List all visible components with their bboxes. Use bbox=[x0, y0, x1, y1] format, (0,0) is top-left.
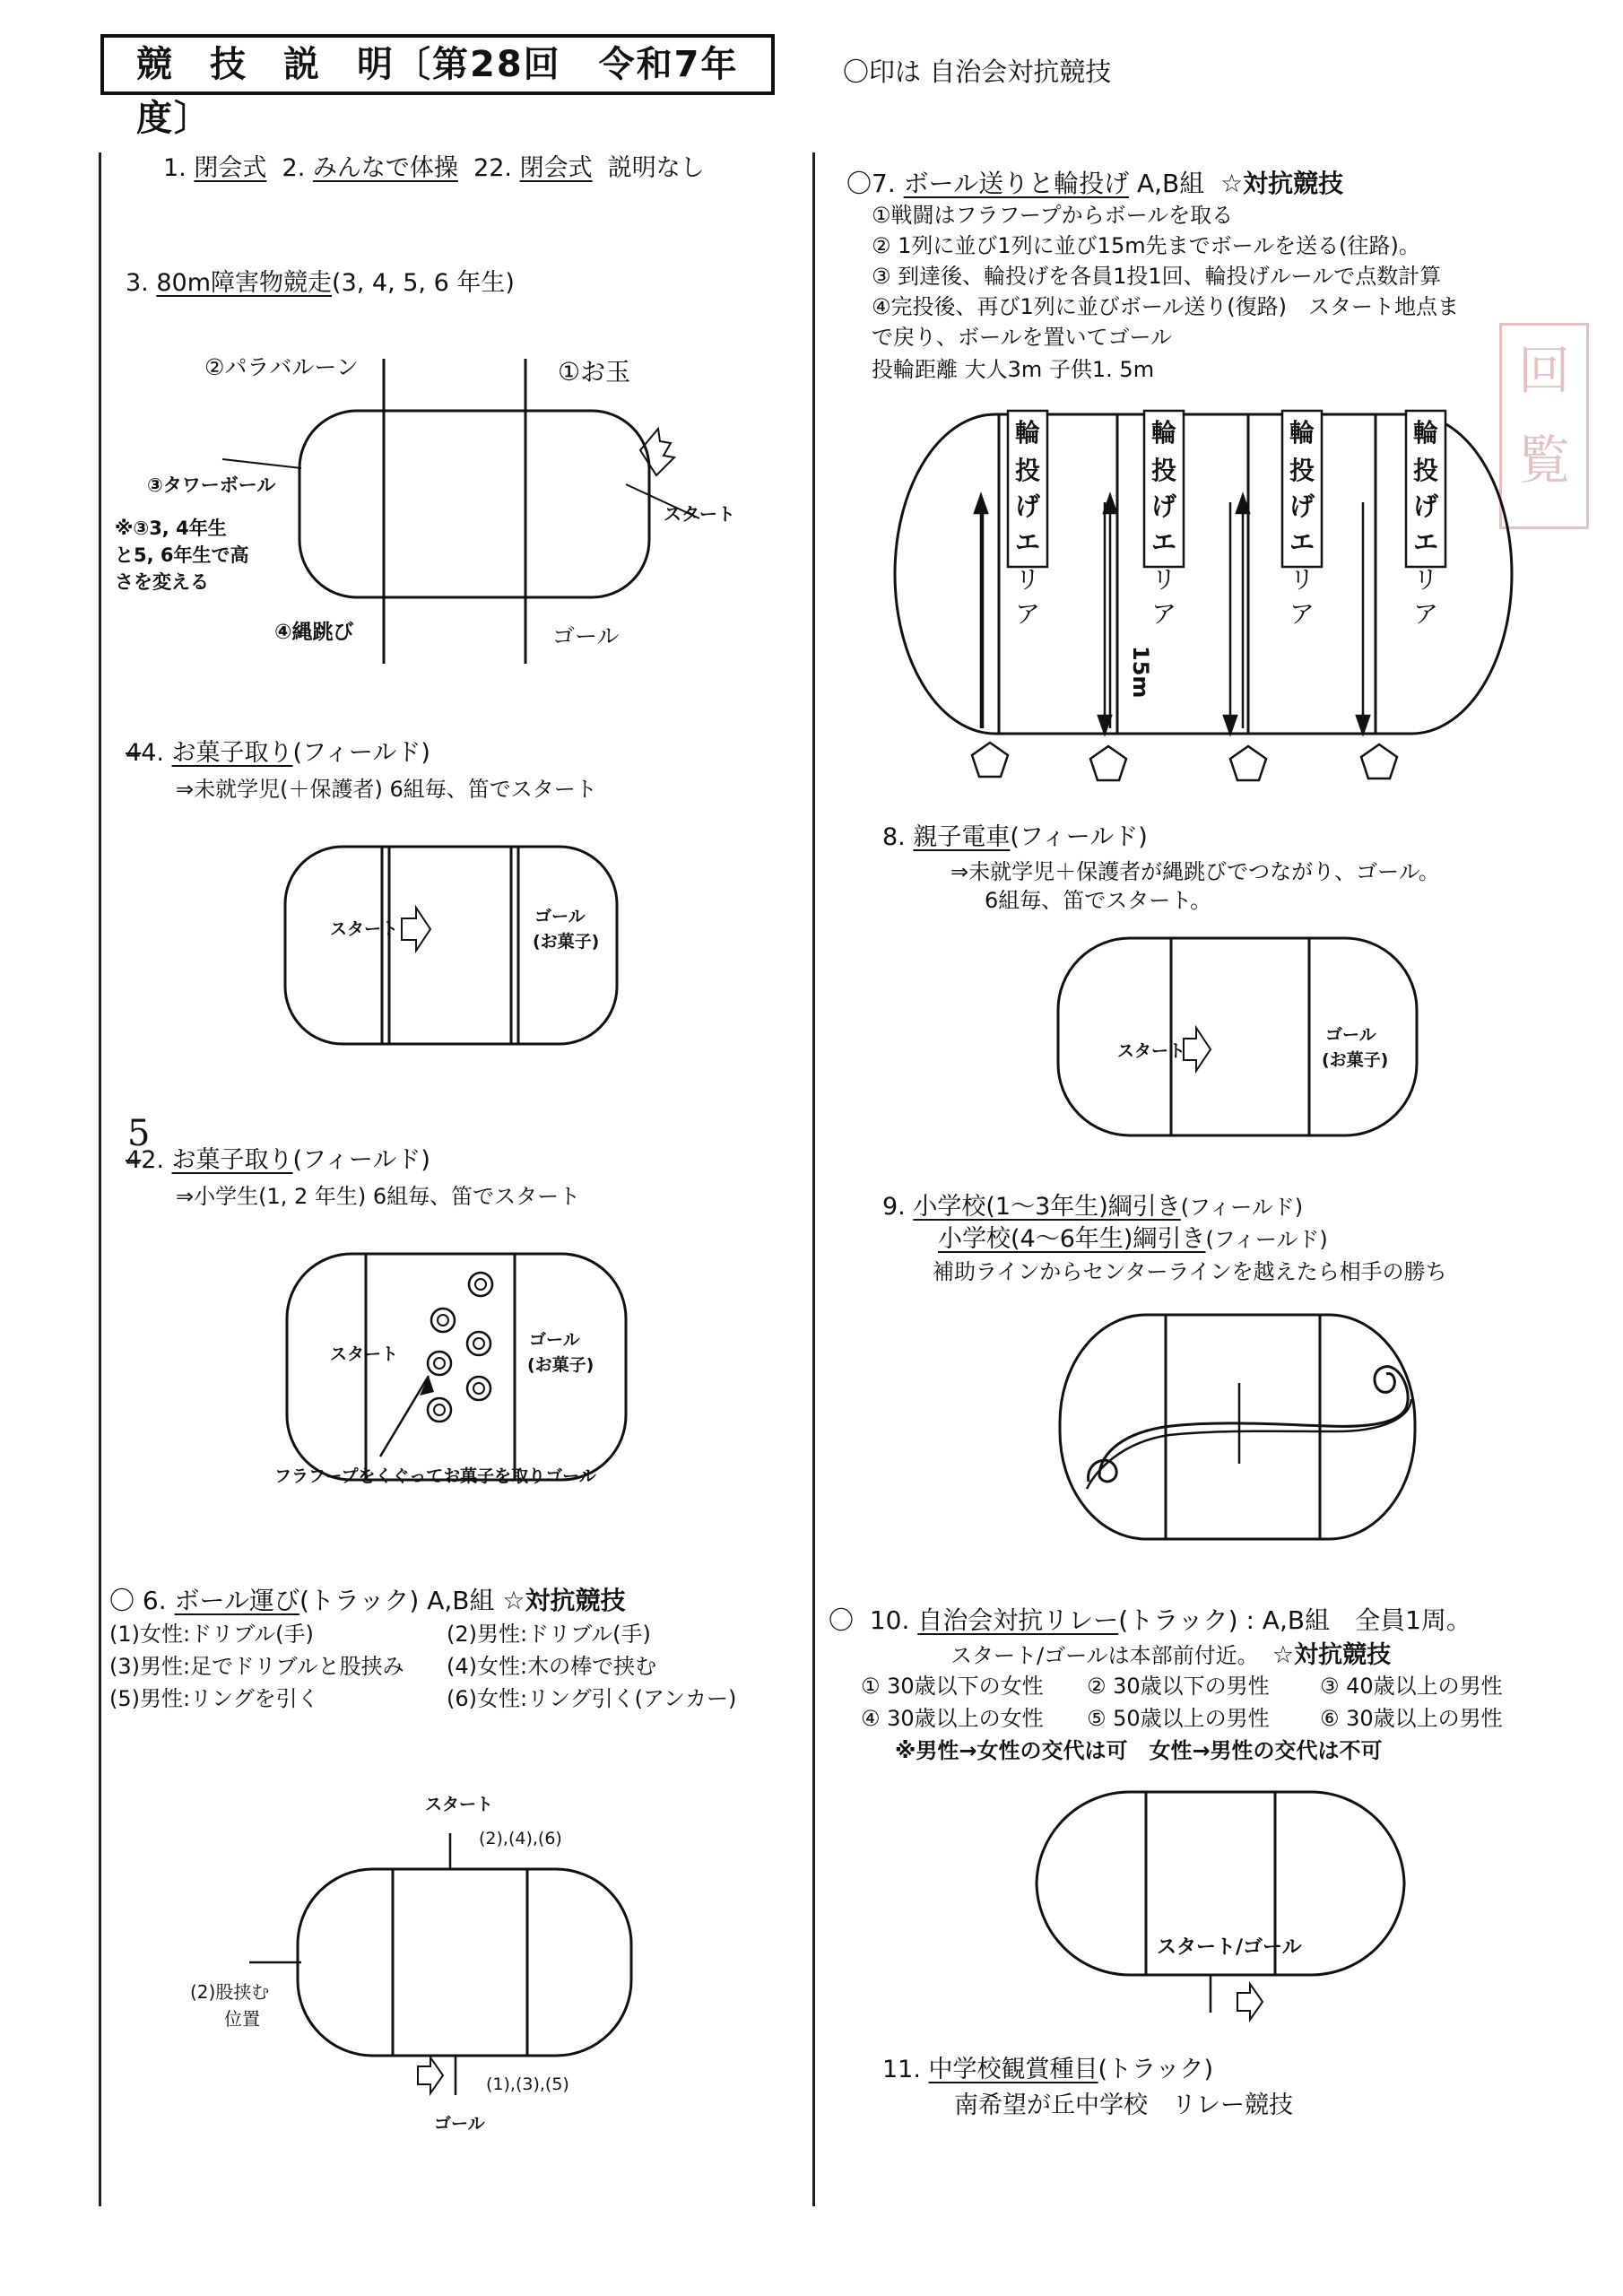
area-char: リ bbox=[1150, 565, 1177, 595]
event-number: 2. bbox=[141, 1146, 164, 1174]
event-name: 80m障害物競走 bbox=[156, 269, 333, 297]
opening-ceremony: 閉会式 bbox=[194, 154, 267, 182]
legend-note: 〇印は 自治会対抗競技 bbox=[843, 57, 1112, 87]
area-char: げ bbox=[1289, 491, 1315, 521]
event-number-struck: 4 bbox=[126, 739, 142, 767]
area-char: エ bbox=[1014, 527, 1041, 557]
closing-ceremony: 閉会式 bbox=[519, 154, 593, 182]
event-number-struck: 4 bbox=[126, 1146, 142, 1174]
label-balls: ①お玉 bbox=[558, 357, 631, 387]
event-8-sub-2: 6組毎、笛でスタート。 bbox=[985, 888, 1212, 913]
area-char: リ bbox=[1289, 565, 1315, 595]
event-7-line: ③ 到達後、輪投げを各員1投1回、輪投げルールで点数計算 bbox=[872, 264, 1442, 289]
area-char: ア bbox=[1289, 599, 1315, 629]
group-exercise: みんなで体操 bbox=[312, 154, 458, 182]
event-number: 7. bbox=[872, 169, 896, 198]
item-number: 22. bbox=[473, 154, 513, 182]
competition-mark: 〇 bbox=[109, 1586, 135, 1615]
area-char: 輪 bbox=[1150, 418, 1177, 448]
competition-mark: 〇 bbox=[829, 1605, 855, 1635]
event-number: 8. bbox=[882, 823, 906, 851]
competition-mark: 〇 bbox=[846, 169, 872, 198]
event-name: 中学校観賞種目 bbox=[928, 2056, 1098, 2083]
goal-group: (1),(3),(5) bbox=[486, 2074, 569, 2094]
event-5-handwritten-number: 5 bbox=[127, 1113, 151, 1154]
event-number: 6. bbox=[142, 1586, 167, 1615]
event-detail: (3, 4, 5, 6 年生) bbox=[332, 269, 515, 297]
area-char: 投 bbox=[1412, 456, 1439, 485]
label-start: スタート bbox=[330, 919, 399, 939]
competition-note: ☆対抗競技 bbox=[1220, 169, 1344, 198]
area-char: リ bbox=[1412, 565, 1439, 595]
event-7-line: ①戦闘はフラフープからボールを取る bbox=[872, 203, 1234, 228]
event-11-sub: 南希望が丘中学校 リレー競技 bbox=[954, 2092, 1293, 2119]
event-4-sub: ⇒未就学児(＋保護者) 6組毎、笛でスタート bbox=[176, 777, 597, 802]
start-group: (2),(4),(6) bbox=[479, 1829, 562, 1848]
runner: ① 30歳以下の女性 bbox=[861, 1674, 1044, 1699]
event-detail: (フィールド) bbox=[292, 739, 430, 767]
area-char: ア bbox=[1014, 599, 1041, 629]
event-7-line: ④完投後、再び1列に並びボール送り(復路) スタート地点ま bbox=[872, 294, 1460, 319]
area-char: 輪 bbox=[1412, 418, 1439, 448]
event-7-line: で戻り、ボールを置いてゴール bbox=[872, 325, 1173, 350]
event-detail: (トラック) bbox=[1098, 2056, 1214, 2083]
event-name: お菓子取り bbox=[171, 739, 293, 767]
label-tower: ③タワーボール bbox=[147, 474, 276, 496]
label-start: スタート bbox=[1117, 1041, 1186, 1061]
event-detail: (フィールド) bbox=[1010, 823, 1148, 851]
event-name-upper-grades: 小学校(4～6年生)綱引き bbox=[938, 1225, 1206, 1253]
area-char: 輪 bbox=[1289, 418, 1315, 448]
event-name: 親子電車 bbox=[913, 823, 1011, 851]
title-word: 競 bbox=[136, 44, 174, 85]
label-goal: ゴール bbox=[529, 1330, 580, 1350]
label-start-goal: スタート/ゴール bbox=[1157, 1936, 1302, 1959]
label-goal: ゴール bbox=[552, 623, 620, 649]
event-name: お菓子取り bbox=[171, 1146, 293, 1174]
area-char: 投 bbox=[1014, 456, 1041, 485]
event-name: ボール運び bbox=[174, 1586, 299, 1615]
area-char: エ bbox=[1289, 527, 1315, 557]
item-number: 1. bbox=[163, 154, 187, 182]
event-number: 10. bbox=[869, 1605, 910, 1635]
event-name: 自治会対抗リレー bbox=[917, 1605, 1119, 1635]
event-number: 4. bbox=[141, 739, 164, 767]
area-char: ア bbox=[1412, 599, 1439, 629]
event-name-lower-grades: 小学校(1～3年生)綱引き bbox=[913, 1193, 1181, 1221]
start-goal-note: スタート/ゴールは本部前付近。 bbox=[950, 1643, 1259, 1668]
label-start: スタート bbox=[664, 503, 735, 525]
event-6-item: (6)女性:リング引く(アンカー) bbox=[447, 1686, 737, 1711]
label-rope: ④縄跳び bbox=[274, 621, 354, 644]
hoop-note: フラフープをくぐってお菓子を取りゴール bbox=[274, 1466, 596, 1486]
area-char: げ bbox=[1150, 491, 1177, 521]
event-number: 11. bbox=[882, 2056, 921, 2083]
distance-label: 15m bbox=[1128, 646, 1153, 699]
area-char: エ bbox=[1412, 527, 1439, 557]
label-start: スタート bbox=[330, 1344, 399, 1364]
event-detail: (フィールド) bbox=[1180, 1195, 1304, 1220]
label-goal-sweets: (お菓子) bbox=[1322, 1050, 1389, 1070]
competition-note: ☆対抗競技 bbox=[1271, 1641, 1392, 1669]
label-goal: ゴール bbox=[1325, 1025, 1376, 1045]
runner: ② 30歳以下の男性 bbox=[1087, 1674, 1270, 1699]
event-detail: (トラック) A,B組 bbox=[299, 1586, 495, 1615]
event-detail: A,B組 bbox=[1137, 169, 1205, 198]
area-char: エ bbox=[1150, 527, 1177, 557]
title-word: 明 bbox=[357, 44, 395, 85]
event-number: 3. bbox=[126, 269, 149, 297]
event-detail: (フィールド) bbox=[292, 1146, 430, 1174]
title-word: 技 bbox=[210, 44, 247, 85]
event-7-line: ② 1列に並び1列に並び15m先までボールを送る(往路)。 bbox=[872, 233, 1420, 258]
label-start: スタート bbox=[425, 1795, 494, 1814]
relay-rule: ※男性→女性の交代は可 女性→男性の交代は不可 bbox=[895, 1738, 1383, 1763]
crotch-position-label-2: 位置 bbox=[224, 2008, 260, 2030]
label-goal-sweets: (お菓子) bbox=[527, 1355, 595, 1375]
label-goal: ゴール bbox=[434, 2114, 485, 2134]
event-number: 9. bbox=[882, 1193, 906, 1221]
tower-note-2: と5, 6年生で高 bbox=[115, 544, 249, 566]
runner: ⑤ 50歳以上の男性 bbox=[1087, 1706, 1270, 1731]
label-parachute: ②パラバルーン bbox=[204, 354, 359, 380]
event-6-item: (5)男性:リングを引く bbox=[109, 1686, 319, 1711]
label-goal-sweets: (お菓子) bbox=[533, 932, 600, 952]
event-7-line: 投輪距離 大人3m 子供1. 5m bbox=[872, 357, 1155, 382]
event-name: ボール送りと輪投げ bbox=[903, 169, 1130, 198]
runner: ③ 40歳以上の男性 bbox=[1320, 1674, 1503, 1699]
item-number: 2. bbox=[282, 154, 306, 182]
event-6-item: (2)男性:ドリブル(手) bbox=[447, 1622, 651, 1647]
area-char: げ bbox=[1014, 491, 1041, 521]
runner: ⑥ 30歳以上の男性 bbox=[1320, 1706, 1503, 1731]
competition-note: ☆対抗競技 bbox=[502, 1586, 626, 1615]
area-char: 投 bbox=[1289, 456, 1315, 485]
event-11-heading bbox=[882, 2056, 1213, 2084]
tower-note-3: さを変える bbox=[115, 571, 209, 593]
title-word: 説 bbox=[283, 44, 321, 85]
area-char: げ bbox=[1412, 491, 1439, 521]
label-goal: ゴール bbox=[534, 907, 586, 926]
start-arrow-icon bbox=[1237, 1984, 1263, 2020]
event-8-sub-1: ⇒未就学児＋保護者が縄跳びでつながり、ゴール。 bbox=[950, 859, 1440, 884]
stamp-text: 回 覧 bbox=[1517, 340, 1570, 491]
runner: ④ 30歳以上の女性 bbox=[861, 1706, 1044, 1731]
event-9-sub: 補助ラインからセンターラインを越えたら相手の勝ち bbox=[933, 1259, 1447, 1284]
event-6-item: (3)男性:足でドリブルと股挟み bbox=[109, 1654, 404, 1679]
no-explanation-note: 説明なし bbox=[607, 154, 705, 182]
tower-note-1: ※③3, 4年生 bbox=[115, 517, 227, 539]
event-detail: (フィールド) bbox=[1205, 1227, 1328, 1252]
title-edition: 〔第28回 令和7年度〕 bbox=[136, 44, 739, 139]
area-char: 投 bbox=[1150, 456, 1177, 485]
area-char: ア bbox=[1150, 599, 1177, 629]
event-6-item: (1)女性:ドリブル(手) bbox=[109, 1622, 314, 1647]
event-6-item: (4)女性:木の棒で挟む bbox=[447, 1654, 657, 1679]
crotch-position-label: (2)股挟む bbox=[190, 1981, 270, 2003]
event-5-sub: ⇒小学生(1, 2 年生) 6組毎、笛でスタート bbox=[176, 1184, 581, 1209]
area-char: リ bbox=[1014, 565, 1041, 595]
area-char: 輪 bbox=[1014, 418, 1041, 448]
event-detail: (トラック) : A,B組 全員1周。 bbox=[1118, 1605, 1471, 1635]
